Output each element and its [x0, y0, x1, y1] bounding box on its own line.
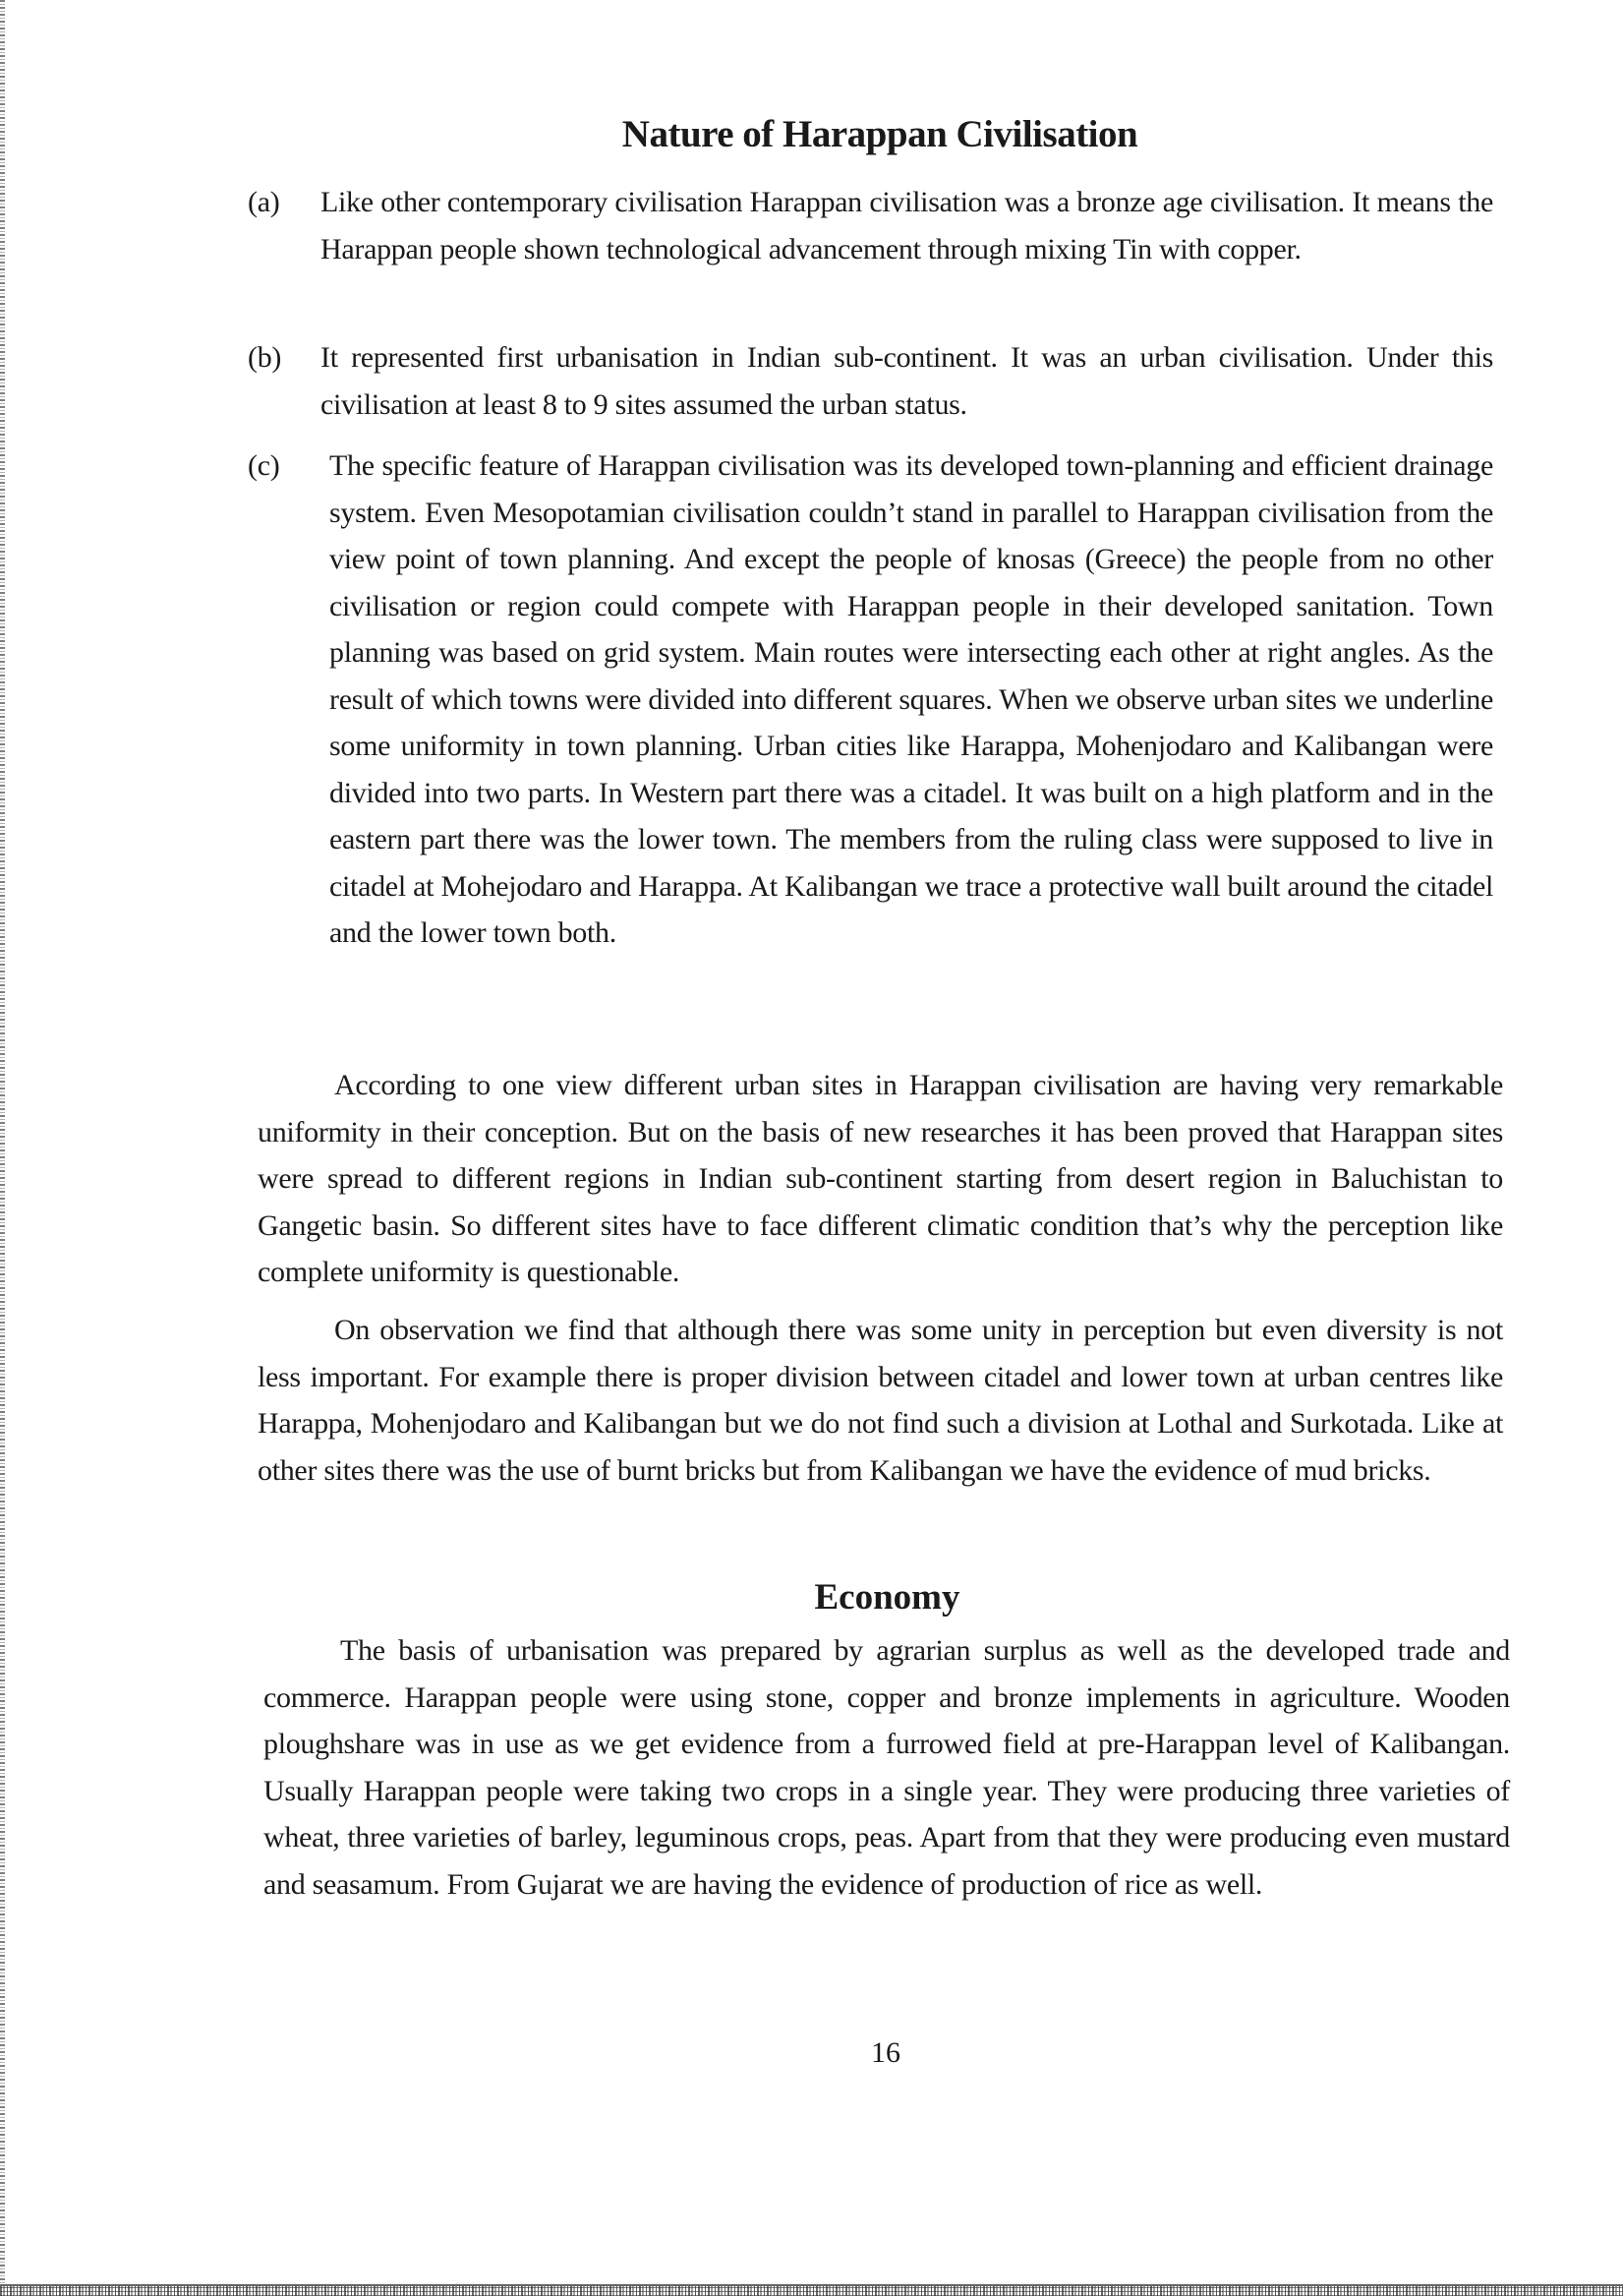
- scan-edge-bottom: [0, 2286, 1623, 2296]
- list-item-b: [248, 334, 1493, 428]
- paragraph-diversity: On observation we find that although there was some unity in perception but even diversity is not less important. For example there is proper division between citadel and lower town at urban centres like Harappa, Mohenjodaro and Kalibangan but we do not find such a division at Lothal and Surkotada. Like at other sites there was the use of burnt bricks but from Kalibangan we have the evidence of mud bricks.: [258, 1314, 1503, 1487]
- list-item-c: [248, 442, 1493, 957]
- list-item-label: (b): [248, 341, 282, 374]
- list-item-label: (a): [248, 186, 280, 218]
- list-item-text: Like other contemporary civilisation Harappan civilisation was a bronze age civilisation. It means the Harappan people shown technological advancement through mixing Tin with copper.: [320, 186, 1493, 265]
- page-number: 16: [871, 2036, 900, 2069]
- heading-nature-of-harappan-civilisation: Nature of Harappan Civilisation: [621, 113, 1138, 155]
- list-item-a: [248, 179, 1493, 272]
- list-item-label: (c): [248, 449, 280, 482]
- paragraph-uniformity: According to one view different urban sites in Harappan civilisation are having very remarkable uniformity in their conception. But on the basis of new researches it has been proved that Harappan sites were spread to different regions in Indian sub-continent starting from desert region in Baluchistan to Gangetic basin. So different sites have to face different climatic condition that’s why the perception like complete uniformity is questionable.: [258, 1069, 1503, 1288]
- list-item-text: It represented first urbanisation in Indian sub-continent. It was an urban civilisation. Under this civilisation at least 8 to 9 sites assumed the urban status.: [320, 341, 1493, 421]
- scan-edge-left: [0, 0, 5, 2283]
- list-item-text: The specific feature of Harappan civilisation was its developed town-planning and efficient drainage system. Even Mesopotamian civilisation couldn’t stand in parallel to Harappan civilisation from the view point of town planning. And except the people of knosas (Greece) the people from no other civilisation or region could compete with Harappan people in their developed sanitation. Town planning was based on grid system. Main routes were intersecting each other at right angles. As the result of which towns were divided into different squares. When we observe urban sites we underline some uniformity in town planning. Urban cities like Harappa, Mohenjodaro and Kalibangan were divided into two parts. In Western part there was a citadel. It was built on a high platform and in the eastern part there was the lower town. The members from the ruling class were supposed to live in citadel at Mohejodaro and Harappa. At Kalibangan we trace a protective wall built around the citadel and the lower town both.: [329, 449, 1493, 949]
- heading-economy: Economy: [814, 1577, 960, 1618]
- paragraph-economy: The basis of urbanisation was prepared by agrarian surplus as well as the developed trade and commerce. Harappan people were using stone, copper and bronze implements in agriculture. Wooden ploughshare was in use as we get evidence from a furrowed field at pre-Harappan level of Kalibangan. Usually Harappan people were taking two crops in a single year. They were producing three varieties of wheat, three varieties of barley, leguminous crops, peas. Apart from that they were producing even mustard and seasamum. From Gujarat we are having the evidence of production of rice as well.: [263, 1634, 1510, 1901]
